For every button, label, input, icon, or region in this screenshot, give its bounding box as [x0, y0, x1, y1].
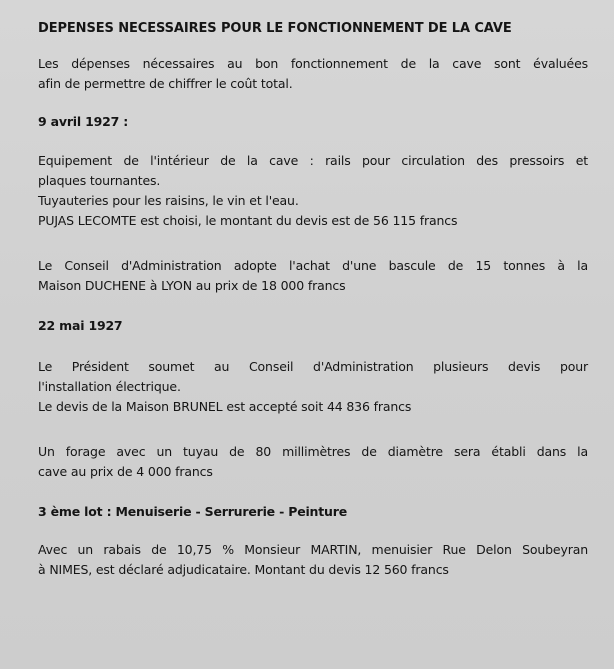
paragraph-menuiserie [38, 540, 588, 580]
section-heading-22-mai: 22 mai 1927 [38, 318, 123, 333]
paragraph-bascule [38, 256, 588, 296]
text-line: Maison DUCHENE à LYON au prix de 18 000 francs [38, 278, 346, 293]
paragraph-forage [38, 442, 588, 482]
paragraph-electrique [38, 357, 588, 417]
text-line: PUJAS LECOMTE est choisi, le montant du devis est de 56 115 francs [38, 213, 458, 228]
text-line: Le Président soumet au Conseil d'Administration plusieurs devis pour [38, 359, 588, 374]
text-line: Equipement de l'intérieur de la cave : rails pour circulation des pressoirs et [38, 153, 588, 168]
text-line: à NIMES, est déclaré adjudicataire. Montant du devis 12 560 francs [38, 562, 449, 577]
text-line: l'installation électrique. [38, 379, 181, 394]
intro-line: afin de permettre de chiffrer le coût total. [38, 76, 293, 91]
section-heading-3eme-lot: 3 ème lot : Menuiserie - Serrurerie - Peinture [38, 504, 347, 519]
text-line: Le Conseil d'Administration adopte l'achat d'une bascule de 15 tonnes à la [38, 258, 588, 273]
document-title: DEPENSES NECESSAIRES POUR LE FONCTIONNEMENT DE LA CAVE [38, 21, 512, 36]
text-line: Avec un rabais de 10,75 % Monsieur MARTIN, menuisier Rue Delon Soubeyran [38, 542, 588, 557]
intro-line: Les dépenses nécessaires au bon fonctionnement de la cave sont évaluées [38, 56, 588, 71]
text-line: plaques tournantes. [38, 173, 161, 188]
section-heading-9-avril: 9 avril 1927 : [38, 114, 129, 129]
intro-paragraph [38, 54, 588, 94]
text-line: Le devis de la Maison BRUNEL est accepté soit 44 836 francs [38, 399, 412, 414]
text-line: cave au prix de 4 000 francs [38, 464, 213, 479]
paragraph-equipement [38, 151, 588, 231]
text-line: Un forage avec un tuyau de 80 millimètres de diamètre sera établi dans la [38, 444, 588, 459]
text-line: Tuyauteries pour les raisins, le vin et l'eau. [38, 193, 299, 208]
